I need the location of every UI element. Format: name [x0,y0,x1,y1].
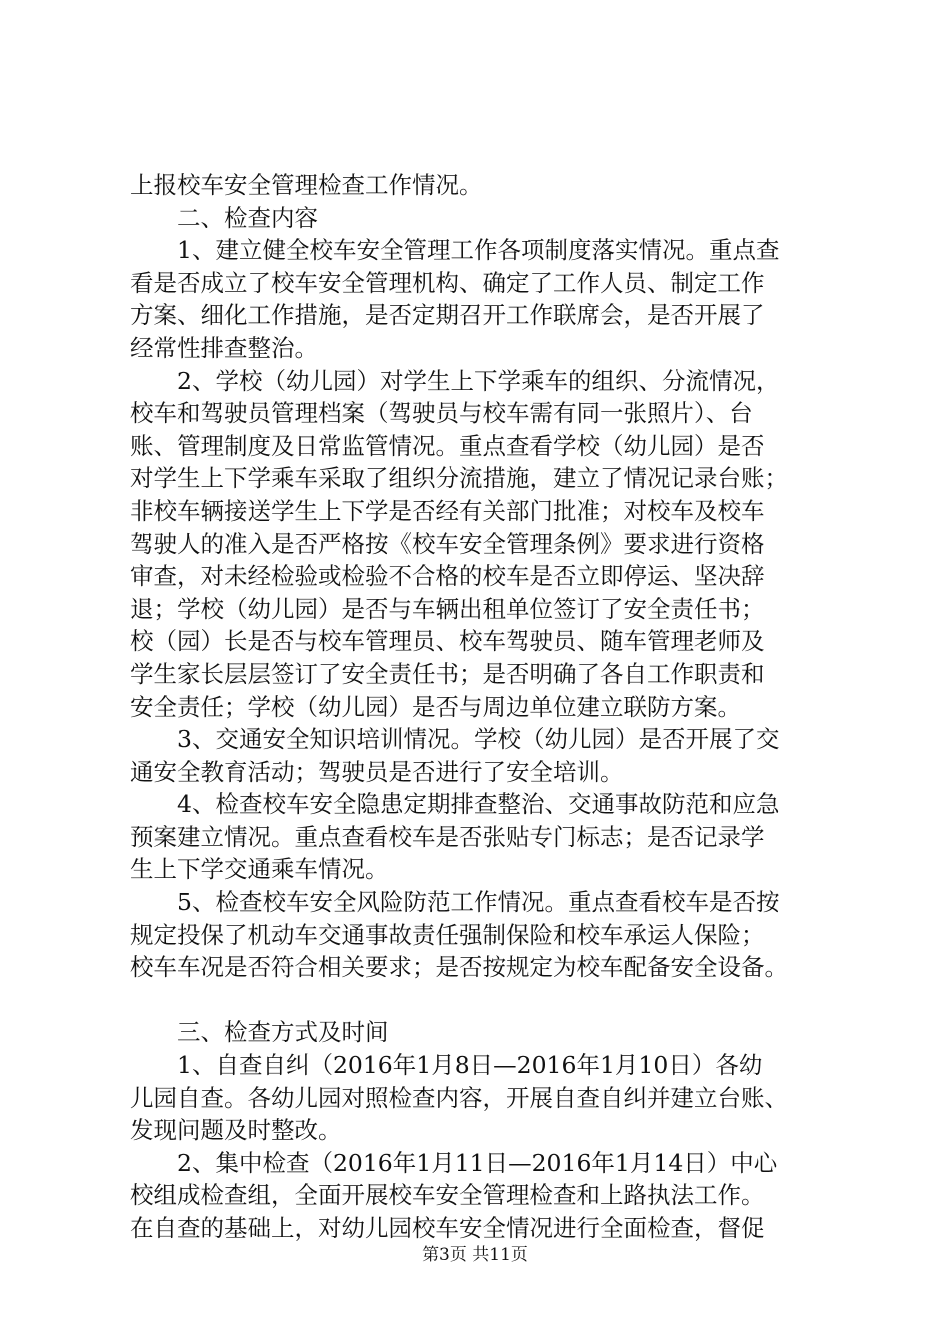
paragraph-line: 退；学校（幼儿园）是否与车辆出租单位签订了安全责任书； [130,594,765,623]
paragraph-line: 规定投保了机动车交通事故责任强制保险和校车承运人保险； [130,920,765,949]
paragraph-line: 儿园自查。各幼儿园对照检查内容，开展自查自纠并建立台账、 [130,1083,788,1112]
page-footer: 第3页 共11页 [422,1245,528,1265]
paragraph-line: 上报校车安全管理检查工作情况。 [130,171,483,199]
paragraph-line: 1、自查自纠（2016年1月8日—2016年1月10日）各幼 [177,1051,763,1080]
paragraph-line: 校（园）长是否与校车管理员、校车驾驶员、随车管理老师及 [130,627,765,656]
paragraph-line: 账、管理制度及日常监管情况。重点查看学校（幼儿园）是否 [130,431,765,460]
paragraph-line: 校组成检查组，全面开展校车安全管理检查和上路执法工作。 [130,1181,765,1210]
paragraph-line: 校车车况是否符合相关要求；是否按规定为校车配备安全设备。 [130,953,788,982]
paragraph-line: 4、检查校车安全隐患定期排查整治、交通事故防范和应急 [177,790,780,819]
section-heading: 二、检查内容 [177,203,318,232]
body-text [130,169,840,1245]
paragraph-line: 安全责任；学校（幼儿园）是否与周边单位建立联防方案。 [130,692,741,721]
paragraph-line: 经常性排查整治。 [130,333,318,362]
paragraph-line: 通安全教育活动；驾驶员是否进行了安全培训。 [130,757,624,786]
paragraph-line: 校车和驾驶员管理档案（驾驶员与校车需有同一张照片）、台 [130,399,753,428]
paragraph-line: 看是否成立了校车安全管理机构、确定了工作人员、制定工作 [130,268,765,297]
paragraph-line: 预案建立情况。重点查看校车是否张贴专门标志；是否记录学 [130,822,765,851]
paragraph-line: 2、集中检查（2016年1月11日—2016年1月14日）中心 [177,1148,778,1177]
paragraph-line: 5、检查校车安全风险防范工作情况。重点查看校车是否按 [177,888,780,917]
section-heading: 三、检查方式及时间 [177,1018,389,1047]
paragraph-line: 非校车辆接送学生上下学是否经有关部门批准；对校车及校车 [130,496,765,525]
paragraph-line: 审查，对未经检验或检验不合格的校车是否立即停运、坚决辞 [130,562,765,591]
paragraph-line: 驾驶人的准入是否严格按《校车安全管理条例》要求进行资格 [130,529,765,558]
paragraph-line: 学生家长层层签订了安全责任书；是否明确了各自工作职责和 [130,659,765,688]
blank-line [130,984,840,1017]
paragraph-line: 3、交通安全知识培训情况。学校（幼儿园）是否开展了交 [177,725,780,754]
paragraph-line: 生上下学交通乘车情况。 [130,855,389,884]
paragraph-line: 发现问题及时整改。 [130,1116,342,1145]
paragraph-line: 方案、细化工作措施，是否定期召开工作联席会，是否开展了 [130,301,765,330]
paragraph-line: 对学生上下学乘车采取了组织分流措施，建立了情况记录台账； [130,464,788,493]
paragraph-line: 2、学校（幼儿园）对学生上下学乘车的组织、分流情况， [177,366,780,395]
paragraph-line: 在自查的基础上，对幼儿园校车安全情况进行全面检查，督促 [130,1214,765,1242]
paragraph-line: 1、建立健全校车安全管理工作各项制度落实情况。重点查 [177,236,780,265]
